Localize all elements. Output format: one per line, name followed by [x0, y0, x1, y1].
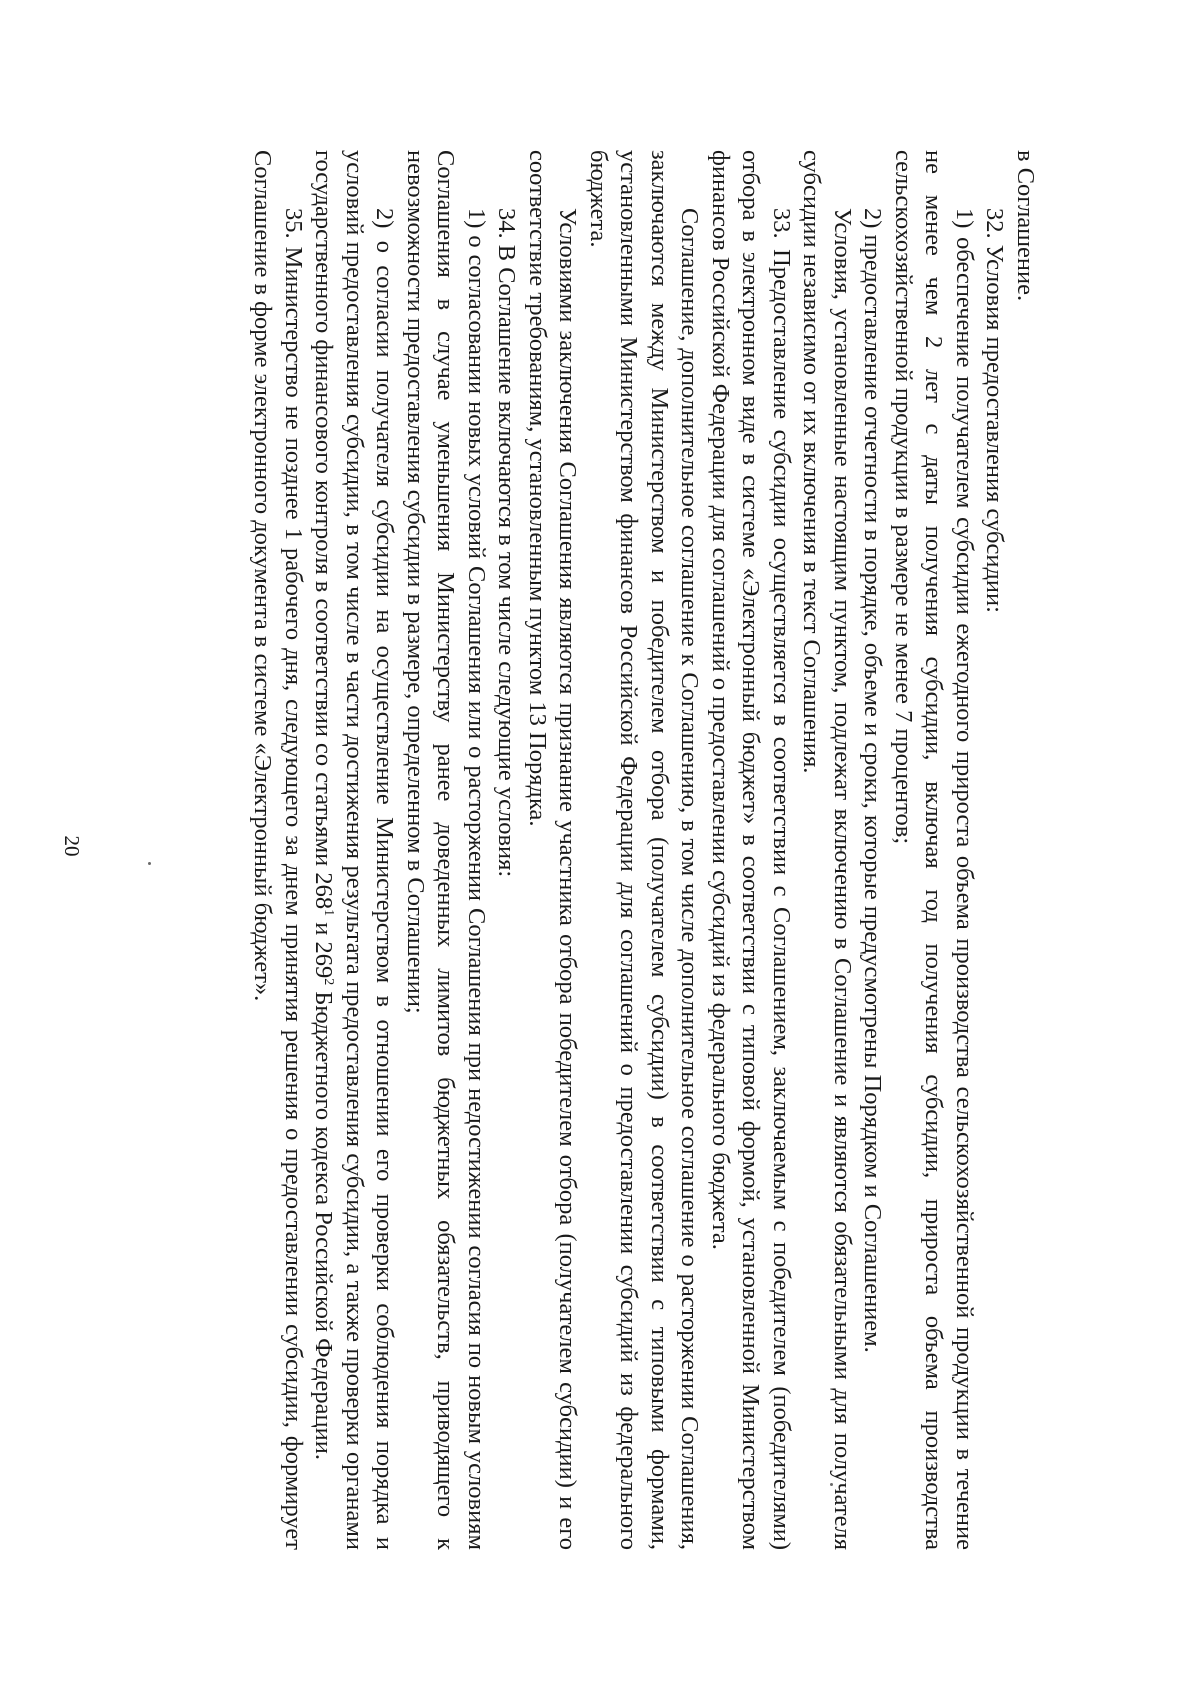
superscript: 2	[321, 978, 337, 986]
paragraph-34-item-2-text: Бюджетного кодекса Российской Федерации.	[310, 985, 338, 1460]
paragraph-33-agreement: Соглашение, дополнительное соглашение к Соглашению, в том числе дополнительное соглашение о расторжении Соглашения, заключаются между Министерством и победителем отбора (получателем субсидии) в соответствии с типовыми формами, установленными Министерством финансов Российской Федерации для соглашений о предоставлении субсидий из федерального бюджета.	[585, 150, 704, 1550]
paragraph-32-heading: 32. Условия предоставления субсидии:	[981, 208, 1009, 613]
paragraph-33-conditions: Условиями заключения Соглашения являются признание участника отбора победителем отбора (получателем субсидии) и его соответствие требованиям, установленным пунктом 13 Порядка.	[524, 150, 582, 1550]
paragraph-34-item-2-text: 2) о согласии получателя субсидии на осуществление Министерством в отношении его проверки соблюдения порядка и условий предоставления субсидии, в том числе в части достижения результата предоставления субсидии, а также проверки органами государственного финансового контроля в соответствии со статьями 268	[310, 150, 399, 1550]
paragraph-34-item-1: 1) о согласовании новых условий Соглашения или о расторжении Соглашения при недостижении согласия по новым условиям Соглашения в случае уменьшения Министерству ранее доведенных лимитов бюджетных обязательств, приводящего к невозможности предоставления субсидии в размере, определенном в Соглашении;	[402, 150, 490, 1550]
document-body	[150, 150, 1040, 1550]
paragraph-continuation: в Соглашение.	[1012, 150, 1039, 302]
paragraph-34-heading: 34. В Соглашение включаются в том числе следующие условия:	[493, 208, 521, 878]
paragraph-35: 35. Министерство не позднее 1 рабочего дня, следующего за днем принятия решения о предоставлении субсидии, формирует Соглашение в форме электронного документа в системе «Электронный бюджет».	[249, 150, 307, 1550]
paragraph-34-item-2	[308, 150, 400, 1550]
page-number: 20	[60, 835, 84, 857]
paragraph-32-item-1: 1) обеспечение получателем субсидии ежегодного прироста объема производства сельскохозяйственной продукции в течение не менее чем 2 лет с даты получения субсидии, включая год получения субсидии, прироста объема производства сельскохозяйственной продукции в размере не менее 7 процентов;	[890, 150, 978, 1550]
paragraph-34-item-2-text: и 269	[310, 916, 338, 979]
paragraph-32-item-2: 2) предоставление отчетности в порядке, объеме и сроки, которые предусмотрены Порядком и Соглашением.	[859, 208, 887, 1353]
paragraph-33: 33. Предоставление субсидии осуществляется в соответствии с Соглашением, заключаемым с победителем (победителями) отбора в электронном виде в системе «Электронный бюджет» в соответствии с типовой формой, установленной Министерством финансов Российской Федерации для соглашений о предоставлении субсидий из федерального бюджета.	[707, 150, 795, 1550]
superscript: 1	[321, 909, 337, 917]
paragraph-32-conditions: Условия, установленные настоящим пунктом, подлежат включению в Соглашение и являются обязательными для получателя субсидии независимо от их включения в текст Соглашения.	[798, 150, 856, 1550]
